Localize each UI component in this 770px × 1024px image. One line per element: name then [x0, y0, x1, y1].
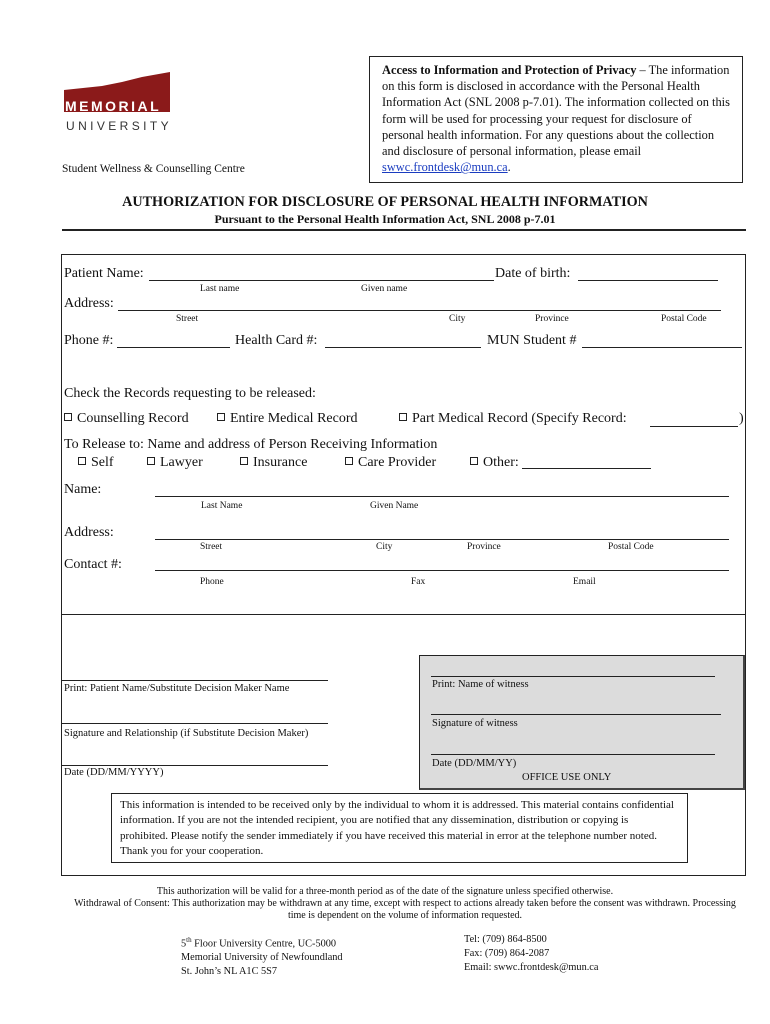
confidential-text: This information is intended to be received only by the individual to whom it is addressed. This material contains confidential information. If you are not the intended recipient, you are notified that any dissemination, distribution or copying is prohibited. Please notify the sender immediately if you have received this material in error at the telephone number noted. Thank you for your cooperation.: [120, 799, 674, 857]
recipient-province-hint: Province: [467, 542, 501, 552]
privacy-email-link[interactable]: swwc.frontdesk@mun.ca: [382, 160, 508, 175]
recipient-address-field[interactable]: [155, 539, 729, 540]
dob-label: Date of birth:: [495, 266, 571, 281]
health-card-field[interactable]: [325, 347, 481, 348]
part-record-specify-field[interactable]: [650, 426, 738, 427]
patient-given-name-hint: Given name: [361, 284, 408, 294]
counselling-checkbox[interactable]: [64, 413, 72, 421]
counselling-record-label: Counselling Record: [77, 411, 189, 426]
logo-university: UNIVERSITY: [66, 119, 173, 133]
patient-street-hint: Street: [176, 314, 199, 324]
patient-address-label: Address:: [64, 296, 114, 311]
release-option-self[interactable]: [78, 455, 114, 471]
section-divider: [61, 614, 746, 615]
recipient-city-hint: City: [376, 542, 393, 552]
signature-label: Signature and Relationship (if Substitute Decision Maker): [64, 728, 309, 739]
release-instruction: To Release to: Name and address of Person Receiving Information: [64, 437, 438, 452]
witness-signature-field[interactable]: [431, 714, 721, 715]
mun-student-label: MUN Student #: [487, 333, 577, 348]
recipient-last-name-hint: Last Name: [201, 501, 243, 511]
signature-field[interactable]: [62, 723, 328, 724]
logo-memorial: MEMORIAL: [65, 98, 162, 114]
university-logo: [62, 72, 172, 142]
other-label: Other:: [483, 455, 519, 470]
witness-name-label: Print: Name of witness: [432, 679, 529, 690]
footer-fax: Fax: (709) 864-2087: [464, 948, 550, 959]
patient-address-field[interactable]: [118, 310, 721, 311]
form-subtitle: Pursuant to the Personal Health Information Act, SNL 2008 p-7.01: [214, 212, 556, 226]
recipient-name-label: Name:: [64, 482, 102, 497]
patient-last-name-hint: Last name: [200, 284, 240, 294]
entire-record-label: Entire Medical Record: [230, 411, 358, 426]
part-record-label: Part Medical Record (Specify Record:: [412, 411, 627, 426]
self-label: Self: [91, 455, 114, 470]
witness-signature-label: Signature of witness: [432, 718, 518, 729]
footer-address: [181, 933, 343, 979]
other-checkbox[interactable]: [470, 457, 478, 465]
self-checkbox[interactable]: [78, 457, 86, 465]
phone-label: Phone #:: [64, 333, 114, 348]
recipient-postal-hint: Postal Code: [608, 542, 654, 552]
witness-name-field[interactable]: [431, 676, 715, 677]
recipient-street-hint: Street: [200, 542, 223, 552]
contact-phone-hint: Phone: [200, 577, 224, 587]
office-use-label: OFFICE USE ONLY: [522, 772, 612, 783]
insurance-label: Insurance: [253, 455, 308, 470]
date-field[interactable]: [62, 765, 328, 766]
footer-contact: [464, 933, 598, 975]
lawyer-label: Lawyer: [160, 455, 203, 470]
contact-fax-hint: Fax: [411, 577, 426, 587]
release-option-care-provider[interactable]: [345, 455, 436, 471]
department-name: Student Wellness & Counselling Centre: [62, 163, 245, 175]
footer-tel: Tel: (709) 864-8500: [464, 934, 547, 945]
contact-field[interactable]: [155, 570, 729, 571]
recipient-address-label: Address:: [64, 525, 114, 540]
part-record-close: ): [739, 411, 744, 426]
release-option-other[interactable]: [470, 455, 519, 471]
patient-province-hint: Province: [535, 314, 569, 324]
other-specify-field[interactable]: [522, 468, 651, 469]
footer-address-line3: St. John’s NL A1C 5S7: [181, 966, 278, 978]
patient-name-label: Patient Name:: [64, 266, 144, 281]
patient-name-field[interactable]: [149, 280, 494, 281]
insurance-checkbox[interactable]: [240, 457, 248, 465]
recipient-given-name-hint: Given Name: [370, 501, 419, 511]
witness-date-field[interactable]: [431, 754, 715, 755]
care-provider-checkbox[interactable]: [345, 457, 353, 465]
confidential-notice: [111, 793, 688, 863]
footer-address-line1: 5th Floor University Centre, UC-5000: [181, 936, 337, 950]
part-record-checkbox[interactable]: [399, 413, 407, 421]
date-label: Date (DD/MM/YYYY): [64, 767, 164, 778]
entire-record-checkbox[interactable]: [217, 413, 225, 421]
records-instruction: Check the Records requesting to be released:: [64, 386, 316, 401]
mun-student-field[interactable]: [582, 347, 742, 348]
release-option-insurance[interactable]: [240, 455, 307, 471]
phone-field[interactable]: [117, 347, 230, 348]
patient-postal-hint: Postal Code: [661, 314, 707, 324]
patient-city-hint: City: [449, 314, 466, 324]
privacy-title: Access to Information and Protection of Privacy: [382, 63, 637, 77]
footer-address-line2: Memorial University of Newfoundland: [181, 952, 343, 964]
privacy-body: – The information on this form is disclosed in accordance with the Personal Health Information Act (SNL 2008 p-7.01). The information collected on this form will be used for processing your request for disclosure of personal health information. For any questions about the collection and disclosure of personal information, please email: [382, 63, 730, 159]
counselling-record-option[interactable]: [64, 411, 189, 427]
footer-validity: This authorization will be valid for a three-month period as of the date of the signature unless specified otherwise.: [156, 886, 614, 897]
lawyer-checkbox[interactable]: [147, 457, 155, 465]
contact-label: Contact #:: [64, 557, 122, 572]
form-title: AUTHORIZATION FOR DISCLOSURE OF PERSONAL HEALTH INFORMATION: [122, 194, 648, 210]
print-name-field[interactable]: [62, 680, 328, 681]
print-name-label: Print: Patient Name/Substitute Decision Maker Name: [64, 683, 290, 694]
care-provider-label: Care Provider: [358, 455, 437, 470]
health-card-label: Health Card #:: [235, 333, 318, 348]
recipient-name-field[interactable]: [155, 496, 729, 497]
footer-withdrawal: Withdrawal of Consent: This authorization may be withdrawn at any time, except with respect to actions already taken before the consent was withdrawn. Processing time is dependent on the volume of information requested.: [74, 898, 736, 921]
footer-email[interactable]: Email: swwc.frontdesk@mun.ca: [464, 962, 599, 973]
part-record-option[interactable]: [399, 411, 627, 427]
privacy-end: .: [507, 160, 511, 175]
privacy-notice: [369, 56, 743, 183]
witness-date-label: Date (DD/MM/YY): [432, 758, 517, 769]
dob-field[interactable]: [578, 280, 718, 281]
contact-email-hint: Email: [573, 577, 596, 587]
release-option-lawyer[interactable]: [147, 455, 203, 471]
entire-record-option[interactable]: [217, 411, 358, 427]
title-rule: [62, 229, 746, 231]
